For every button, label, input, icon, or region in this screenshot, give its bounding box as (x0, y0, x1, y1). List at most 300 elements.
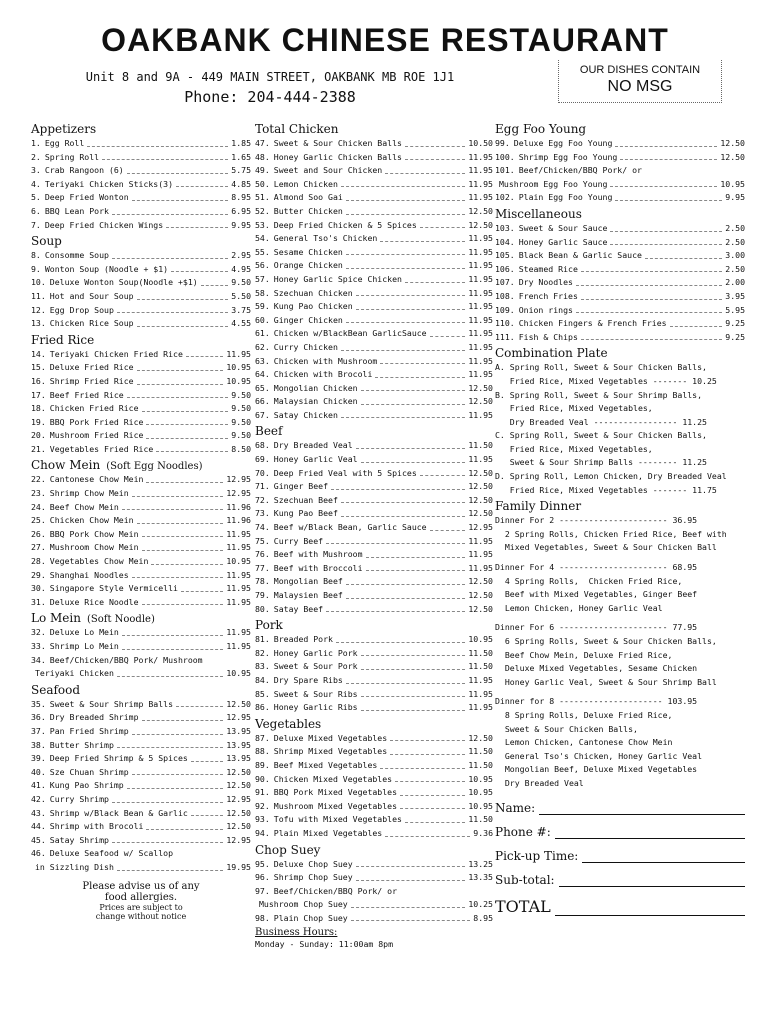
menu-item (31, 820, 251, 834)
item-number: 77. (255, 562, 270, 573)
leader-dots (341, 178, 465, 188)
item-number: 32. (31, 627, 46, 638)
item-number: 5. (31, 192, 41, 203)
menu-item (31, 501, 251, 515)
section-title: Egg Foo Young (495, 122, 587, 136)
item-price: 12.50 (468, 576, 493, 587)
leader-dots (127, 779, 224, 789)
item-name: Kung Pao Shrimp (49, 780, 124, 791)
item-price: 10.95 (226, 375, 251, 386)
item-price: 9.50 (231, 416, 251, 427)
item-name: Deep Fried Shrimp & 5 Spices (49, 753, 188, 764)
item-number: 83. (255, 661, 270, 672)
item-price: 10.95 (468, 634, 493, 645)
menu-item (31, 191, 251, 205)
item-name: Onion rings (518, 304, 573, 315)
item-price: 12.95 (226, 712, 251, 723)
item-price: 19.95 (226, 861, 251, 872)
menu-item (255, 395, 493, 409)
section-subtitle: (Soft Egg Noodles) (106, 461, 203, 473)
section-title: Chow Mein (Soft Egg Noodles) (31, 458, 203, 473)
item-price: 11.95 (468, 355, 493, 366)
section-line: Fried Rice, Mixed Vegetables ------- 10.25 (495, 375, 717, 386)
menu-item (31, 555, 251, 569)
item-number: 49. (255, 165, 270, 176)
menu-item (255, 507, 493, 521)
leader-dots (171, 263, 228, 273)
item-price: 11.95 (468, 688, 493, 699)
menu-item (255, 732, 493, 746)
item-name: Curry Shrimp (49, 793, 109, 804)
menu-item (31, 626, 251, 640)
name-field-line[interactable] (539, 801, 745, 815)
phone-field-line[interactable] (555, 825, 745, 839)
item-name: Deep Fried Veal with 5 Spices (273, 467, 417, 478)
pickup-time-field-line[interactable] (582, 849, 745, 863)
item-name: Sweet and Sour Chicken (273, 165, 383, 176)
leader-dots (127, 389, 229, 399)
item-name: BBQ Pork Fried Rice (49, 416, 144, 427)
msg-line2: NO MSG (607, 78, 673, 95)
item-price: 11.95 (468, 341, 493, 352)
item-name: Vegetables Fried Rice (49, 443, 154, 454)
item-number: 82. (255, 647, 270, 658)
item-number: 6. (31, 205, 41, 216)
leader-dots (390, 732, 465, 742)
item-number: 74. (255, 522, 270, 533)
item-name: Chicken Mixed Vegetables (273, 773, 393, 784)
note-line: food allergies. (104, 891, 178, 903)
item-price: 12.50 (468, 481, 493, 492)
leader-dots (326, 535, 465, 545)
section-line: Dinner For 6 ---------------------- 77.95 (495, 622, 698, 633)
menu-item (31, 317, 251, 331)
leader-dots (117, 739, 223, 749)
item-number: 52. (255, 205, 270, 216)
item-price: 12.50 (468, 494, 493, 505)
menu-item (31, 249, 251, 263)
leader-dots (380, 355, 465, 365)
menu-item (255, 232, 493, 246)
item-number: 37. (31, 725, 46, 736)
item-number: 26. (31, 528, 46, 539)
menu-item (31, 569, 251, 583)
item-name: Beef with Mushroom (273, 549, 363, 560)
item-number: 43. (31, 807, 46, 818)
leader-dots (336, 633, 465, 643)
menu-item (255, 355, 493, 369)
leader-dots (146, 429, 228, 439)
item-number: 34. (31, 654, 46, 665)
menu-item (31, 667, 251, 681)
leader-dots (405, 813, 465, 823)
item-name: Wonton Soup (Noodle + $1) (44, 263, 169, 274)
total-field[interactable] (495, 897, 745, 916)
item-price: 12.50 (226, 698, 251, 709)
section-line: Beef Chow Mein, Deluxe Fried Rice, (495, 649, 673, 660)
item-price: 8.95 (473, 912, 493, 923)
item-number: 21. (31, 443, 46, 454)
item-number: 85. (255, 688, 270, 699)
item-price: 11.50 (468, 746, 493, 757)
item-number: 88. (255, 746, 270, 757)
item-name: Butter Shrimp (49, 739, 114, 750)
item-price: 11.95 (468, 151, 493, 162)
leader-dots (341, 409, 465, 419)
leader-dots (400, 800, 465, 810)
item-price: 13.25 (468, 858, 493, 869)
item-number: 91. (255, 787, 270, 798)
item-number: 90. (255, 773, 270, 784)
leader-dots (351, 898, 466, 908)
item-price: 12.50 (226, 766, 251, 777)
menu-item (255, 480, 493, 494)
item-price: 11.95 (468, 674, 493, 685)
subtotal-field-label: Sub-total: (495, 872, 555, 887)
item-number: 55. (255, 246, 270, 257)
leader-dots (137, 317, 229, 327)
section-line: Fried Rice, Mixed Vegetables, (495, 403, 653, 414)
leader-dots (142, 528, 224, 538)
leader-dots (146, 416, 228, 426)
item-name: Tofu with Mixed Vegetables (273, 814, 402, 825)
item-price: 11.50 (468, 661, 493, 672)
leader-dots (151, 555, 223, 565)
item-price: 11.95 (226, 528, 251, 539)
item-number: 107. (495, 277, 515, 288)
item-number: 24. (31, 501, 46, 512)
item-number: 30. (31, 583, 46, 594)
item-number: 60. (255, 314, 270, 325)
item-price: 4.95 (231, 263, 251, 274)
item-name: Egg Roll (44, 138, 85, 148)
menu-item (31, 429, 251, 443)
menu-item (495, 263, 745, 277)
menu-item (255, 178, 493, 192)
section-line: Sweet & Sour Shrimp Balls -------- 11.25 (495, 457, 707, 468)
menu-item (255, 701, 493, 715)
menu-item (495, 304, 745, 318)
item-price: 11.50 (468, 647, 493, 658)
item-number: 4. (31, 178, 41, 189)
menu-item (31, 541, 251, 555)
item-price: 11.96 (226, 501, 251, 512)
menu-item (495, 331, 745, 345)
item-number: 70. (255, 467, 270, 478)
menu-item (255, 912, 493, 926)
item-name: Shrimp Egg Foo Young (518, 151, 618, 162)
item-name: Satay Chicken (273, 409, 338, 420)
subtotal-field-line[interactable] (559, 873, 745, 887)
menu-item (495, 290, 745, 304)
menu-item (31, 487, 251, 501)
phone-number: Phone: 204-444-2388 (184, 88, 356, 106)
item-price: 10.95 (468, 787, 493, 798)
item-name: Satay Shrimp (49, 834, 109, 845)
item-name: Plain Egg Foo Young (518, 192, 613, 203)
item-price: 4.55 (231, 318, 251, 329)
menu-item (495, 191, 745, 205)
item-price: 11.95 (468, 409, 493, 420)
item-name: Sesame Chicken (273, 246, 343, 257)
item-number: 100. (495, 151, 515, 162)
menu-item (31, 582, 251, 596)
item-price: 9.25 (725, 331, 745, 342)
item-number: 17. (31, 389, 46, 400)
item-price: 11.95 (226, 542, 251, 553)
subtotal-field[interactable] (495, 873, 745, 887)
leader-dots (341, 507, 465, 517)
section-title: Pork (255, 618, 283, 633)
menu-item (255, 382, 493, 396)
menu-item (255, 467, 493, 481)
item-number: 50. (255, 178, 270, 189)
item-number: 31. (31, 596, 46, 607)
name-field[interactable] (495, 801, 745, 815)
section-line: 6 Spring Rolls, Sweet & Sour Chicken Balls, (495, 636, 717, 646)
item-price: 12.50 (468, 382, 493, 393)
section-title: Soup (31, 234, 62, 249)
item-price: 9.25 (725, 318, 745, 329)
menu-item (31, 739, 251, 753)
section-line: Beef with Mixed Vegetables, Ginger Beef (495, 589, 698, 600)
leader-dots (361, 647, 466, 657)
leader-dots (361, 660, 466, 670)
leader-dots (645, 249, 722, 259)
item-number: 84. (255, 674, 270, 685)
item-number: 54. (255, 233, 270, 244)
leader-dots (351, 912, 471, 922)
leader-dots (137, 361, 224, 371)
item-number: 2. (31, 151, 41, 162)
item-price: 12.50 (468, 732, 493, 743)
leader-dots (361, 382, 466, 392)
item-price: 11.95 (468, 301, 493, 312)
item-name: Sze Chuan Shrimp (49, 766, 129, 777)
menu-item (31, 779, 251, 793)
menu-item (31, 375, 251, 389)
item-price: 5.75 (231, 165, 251, 176)
menu-item (255, 164, 493, 178)
item-number: 68. (255, 440, 270, 451)
item-number: 22. (31, 474, 46, 485)
section-line: General Tso's Chicken, Honey Garlic Veal (495, 750, 703, 761)
menu-item (31, 263, 251, 277)
item-price: 11.96 (226, 515, 251, 526)
item-name: Shrimp Chow Mein (49, 488, 129, 499)
section-line: C. Spring Roll, Sweet & Sour Chicken Balls, (495, 430, 707, 441)
leader-dots (405, 273, 465, 283)
menu-item (255, 341, 493, 355)
item-price: 11.95 (468, 260, 493, 271)
item-name: Chicken w/BlackBean GarlicSauce (273, 328, 427, 339)
leader-dots (615, 191, 722, 201)
item-number: 57. (255, 273, 270, 284)
item-name: Beef/Chicken/BBQ Pork/ Mushroom (49, 654, 203, 665)
item-name: Deluxe Seafood w/ Scallop (49, 848, 174, 859)
section-line: Mongolian Beef, Deluxe Mixed Vegetables (495, 764, 698, 775)
menu-item (31, 698, 251, 712)
item-price: 12.95 (468, 522, 493, 533)
leader-dots (405, 137, 465, 147)
item-price: 9.36 (473, 827, 493, 838)
leader-dots (420, 219, 466, 229)
leader-dots (581, 331, 722, 341)
pickup-time-field[interactable] (495, 849, 745, 863)
item-price: 2.50 (725, 222, 745, 233)
item-price: 11.95 (468, 165, 493, 176)
item-number: 80. (255, 603, 270, 614)
menu-item (255, 409, 493, 423)
item-name: Dry Breaded Shrimp (49, 712, 139, 723)
menu-item (495, 222, 745, 236)
leader-dots (400, 786, 465, 796)
leader-dots (346, 191, 466, 201)
menu-item (255, 439, 493, 453)
item-name: Beef Mixed Vegetables (273, 759, 378, 770)
item-price: 9.50 (231, 277, 251, 288)
item-number: 47. (255, 138, 270, 148)
item-number: 99. (495, 138, 510, 148)
item-number: 78. (255, 576, 270, 587)
leader-dots (166, 219, 228, 229)
item-name: Deluxe Egg Foo Young (513, 138, 613, 148)
leader-dots (385, 827, 470, 837)
menu-item (31, 514, 251, 528)
item-price: 9.95 (725, 192, 745, 203)
phone-field[interactable] (495, 825, 745, 839)
menu-item (31, 361, 251, 375)
item-number: 33. (31, 641, 46, 651)
total-field-line[interactable] (555, 897, 745, 916)
menu-item (495, 178, 745, 192)
item-name: Mushroom Fried Rice (49, 430, 144, 441)
address: Unit 8 and 9A - 449 MAIN STREET, OAKBANK MB ROE 1J1 (85, 70, 455, 84)
item-price: 11.95 (468, 287, 493, 298)
item-name: Lemon Chicken (273, 178, 338, 189)
item-name: Dry Breaded Veal (273, 440, 353, 451)
item-name: Honey Garlic Pork (273, 647, 358, 658)
item-name: Beef Fried Rice (49, 389, 124, 400)
item-name: Pan Fried Shrimp (49, 725, 129, 736)
section-line: Honey Garlic Veal, Sweet & Sour Shrimp Ball (495, 676, 717, 687)
note-line: change without notice (95, 911, 187, 921)
menu-item (255, 688, 493, 702)
item-number: 53. (255, 219, 270, 230)
item-number: 46. (31, 848, 46, 859)
leader-dots (346, 314, 466, 324)
menu-item (255, 633, 493, 647)
leader-dots (361, 395, 466, 405)
item-name: Black Bean & Garlic Sauce (518, 250, 642, 261)
item-price: 12.95 (226, 793, 251, 804)
item-name: Beef Chow Mein (49, 501, 119, 512)
menu-item (31, 766, 251, 780)
item-number: 15. (31, 362, 46, 373)
section-line: Mixed Vegetables, Sweet & Sour Chicken Ball (495, 542, 717, 553)
item-name: BBQ Pork Chow Mein (49, 528, 139, 539)
leader-dots (361, 688, 466, 698)
item-price: 12.50 (468, 603, 493, 614)
item-price: 13.95 (226, 739, 251, 750)
item-price: 12.50 (468, 508, 493, 519)
menu-column-1 (31, 120, 251, 921)
item-price: 12.50 (720, 151, 745, 162)
item-name: Dry Spare Ribs (273, 674, 343, 685)
item-price: 11.50 (468, 814, 493, 825)
item-price: 10.95 (468, 800, 493, 811)
item-name: Shrimp w/Black Bean & Garlic (49, 807, 188, 818)
item-price: 11.95 (468, 535, 493, 546)
item-name: Kung Pao Beef (273, 508, 338, 519)
section-line: Dinner for 8 --------------------- 103.95 (495, 696, 698, 707)
item-price: 3.75 (231, 304, 251, 315)
menu-item (255, 773, 493, 787)
item-price: 12.50 (226, 821, 251, 832)
section-line: Lemon Chicken, Honey Garlic Veal (495, 602, 663, 613)
leader-dots (576, 304, 722, 314)
section-line: Dry Breaded Veal (495, 777, 584, 788)
section-title: Appetizers (31, 122, 97, 136)
item-number: 62. (255, 341, 270, 352)
menu-item (31, 137, 251, 151)
item-name: Mongolian Beef (273, 576, 343, 587)
msg-line1: OUR DISHES CONTAIN (579, 64, 701, 76)
leader-dots (142, 541, 224, 551)
item-price: 11.95 (468, 369, 493, 380)
menu-item (495, 151, 745, 165)
section-line: Fried Rice, Mixed Vegetables ------- 11.75 (495, 484, 717, 495)
item-name: Szechuan Beef (273, 494, 338, 505)
section-title: Lo Mein (Soft Noodle) (31, 611, 155, 626)
menu-item (255, 205, 493, 219)
section-line: Dry Breaded Veal ----------------- 11.25 (495, 416, 707, 427)
item-number: 86. (255, 702, 270, 713)
item-name: Sweet & Sour Pork (273, 661, 358, 672)
item-name: Ginger Chicken (273, 314, 343, 325)
section-title: Family Dinner (495, 499, 582, 514)
item-number: 108. (495, 290, 515, 301)
leader-dots (176, 698, 223, 708)
leader-dots (576, 276, 722, 286)
menu-column-3 (495, 120, 745, 916)
item-price: 11.95 (468, 328, 493, 339)
menu-item (255, 327, 493, 341)
item-number: 105. (495, 250, 515, 261)
menu-item (255, 603, 493, 617)
menu-item (255, 759, 493, 773)
menu-item (255, 800, 493, 814)
leader-dots (346, 674, 466, 684)
item-name: Plain Mixed Vegetables (273, 827, 383, 838)
section-line: Dinner For 2 ---------------------- 36.95 (495, 515, 698, 526)
item-number: 23. (31, 488, 46, 499)
menu-item (255, 575, 493, 589)
item-price: 11.95 (226, 596, 251, 607)
leader-dots (146, 473, 223, 483)
menu-item (31, 528, 251, 542)
item-name: Chicken with Brocoli (273, 369, 373, 380)
section-line: D. Spring Roll, Lemon Chicken, Dry Breaded Veal (495, 471, 727, 482)
section-line: 8 Spring Rolls, Deluxe Fried Rice, (495, 709, 673, 720)
item-price: 11.95 (468, 549, 493, 560)
menu-item (31, 151, 251, 165)
menu-item (495, 164, 745, 178)
item-number: 27. (31, 542, 46, 553)
item-number: 93. (255, 814, 270, 825)
item-number: 109. (495, 304, 515, 315)
item-name: Deluxe Lo Mein (49, 627, 119, 638)
